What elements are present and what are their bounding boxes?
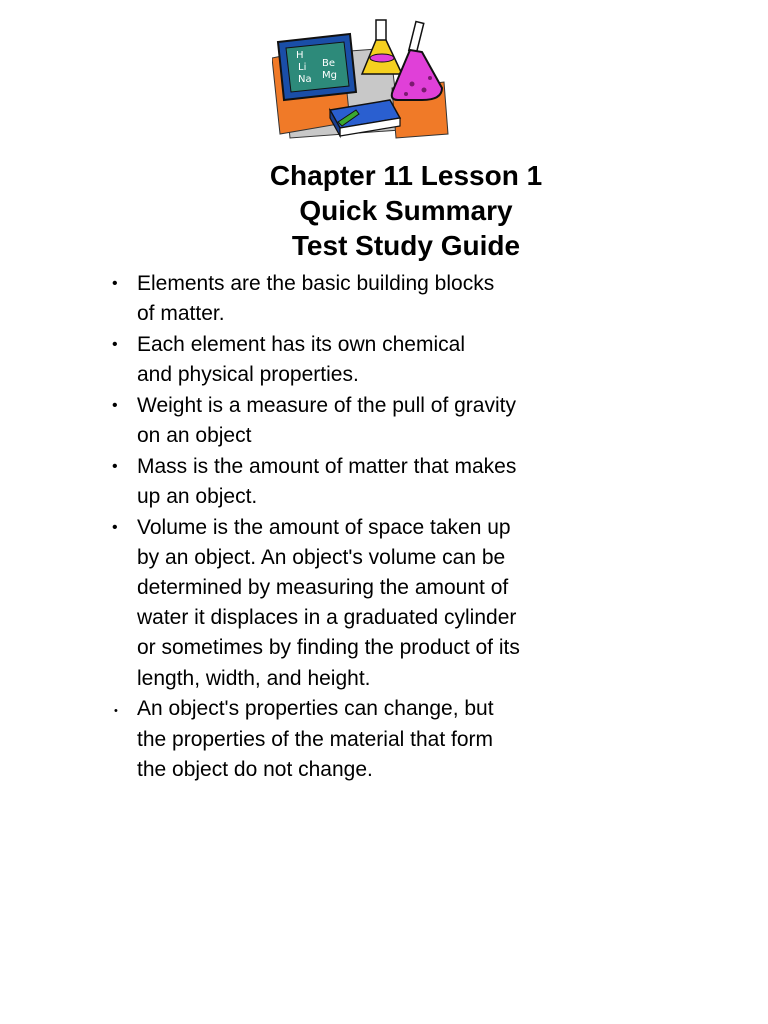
- bullet-item: [108, 330, 568, 390]
- bullet-item: [108, 694, 568, 785]
- bullet-line: Weight is a measure of the pull of gravity: [137, 393, 516, 417]
- bullet-line: on an object: [137, 424, 252, 448]
- bullet-line: by an object. An object's volume can be: [137, 545, 506, 569]
- bullet-line: Volume is the amount of space taken up: [137, 515, 511, 539]
- bullet-icon: •: [112, 457, 118, 475]
- bullet-line: Mass is the amount of matter that makes: [137, 454, 517, 478]
- summary-bullet-list: [108, 269, 568, 785]
- tablet-text-na: Na: [298, 74, 312, 85]
- bullet-item: [108, 269, 568, 329]
- bullet-line: or sometimes by finding the product of its: [137, 636, 520, 660]
- bullet-line: length, width, and height.: [137, 666, 371, 690]
- tablet-text-h: H: [296, 50, 304, 61]
- bullet-line: Each element has its own chemical: [137, 332, 465, 356]
- title-line-3: Test Study Guide: [291, 230, 521, 261]
- bullet-line: the object do not change.: [137, 757, 373, 781]
- bullet-item: [108, 391, 568, 451]
- tablet-text-li: Li: [298, 62, 307, 73]
- bullet-item: [108, 452, 568, 512]
- bullet-line: of matter.: [137, 302, 225, 326]
- bullet-icon: •: [112, 335, 118, 353]
- bullet-line: and physical properties.: [137, 363, 359, 387]
- document-title: [200, 158, 612, 263]
- bullet-line: water it displaces in a graduated cylinder: [137, 606, 517, 630]
- bullet-icon: •: [112, 518, 118, 536]
- tablet-text-mg: Mg: [322, 70, 337, 81]
- bullet-icon: •: [112, 275, 118, 292]
- bullet-line: the properties of the material that form: [137, 727, 494, 751]
- science-clipart-icon: [272, 18, 452, 158]
- title-line-1: Chapter 11 Lesson 1: [269, 160, 543, 191]
- bullet-icon: •: [112, 396, 118, 414]
- bullet-line: determined by measuring the amount of: [137, 576, 509, 600]
- bullet-icon: •: [114, 705, 118, 718]
- title-line-2: Quick Summary: [299, 195, 513, 226]
- bullet-line: An object's properties can change, but: [137, 697, 494, 721]
- bullet-item: [108, 513, 568, 694]
- bullet-line: Elements are the basic building blocks: [137, 272, 495, 295]
- tablet-text-be: Be: [322, 58, 336, 69]
- bullet-line: up an object.: [137, 484, 258, 508]
